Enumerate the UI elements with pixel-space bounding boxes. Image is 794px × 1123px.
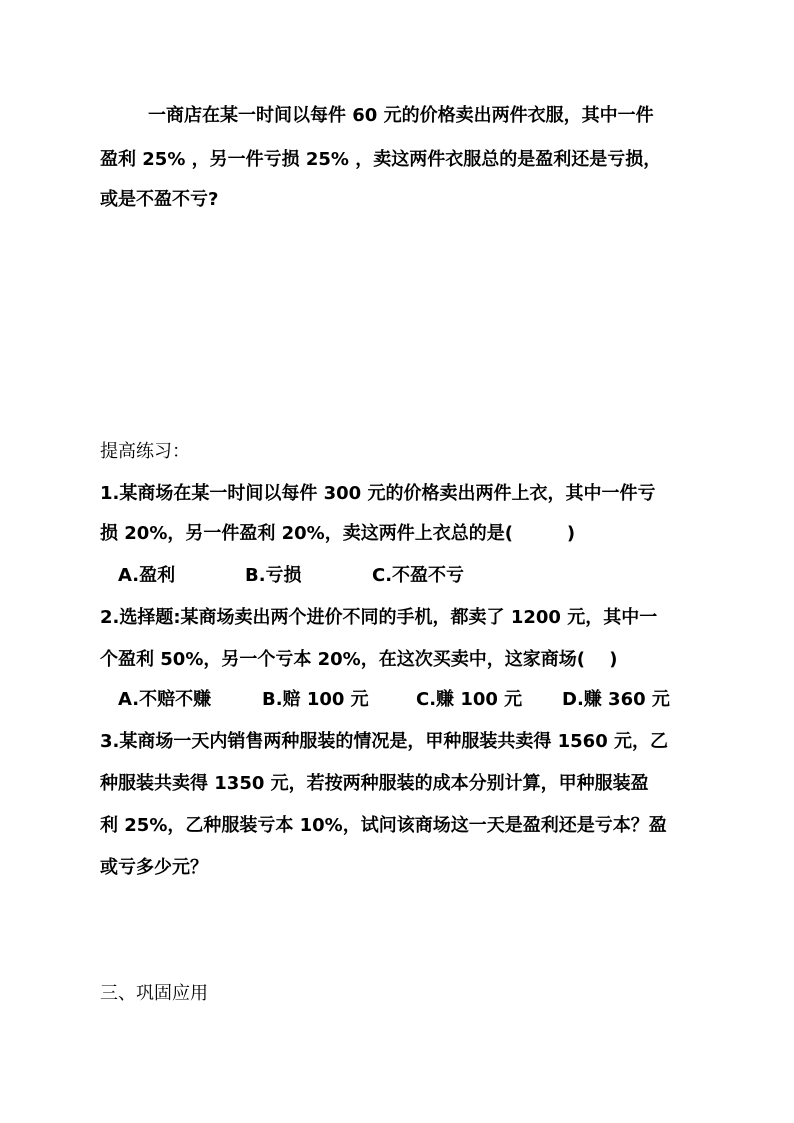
q2-option-c: C.赚 100 元: [416, 689, 523, 710]
q3-line-1: 3.某商场一天内销售两种服装的情况是，甲种服装共卖得 1560 元，乙: [100, 731, 668, 752]
q3-line-2: 种服装共卖得 1350 元，若按两种服装的成本分别计算，甲种服装盈: [100, 773, 649, 794]
q3-line-3: 利 25%，乙种服装亏本 10%，试问该商场这一天是盈利还是亏本？盈: [100, 815, 667, 836]
q2-line-1: 2.选择题:某商场卖出两个进价不同的手机，都卖了 1200 元，其中一: [100, 607, 658, 628]
q2-option-b: B.赔 100 元: [262, 689, 369, 710]
q1-option-c: C.不盈不亏: [372, 565, 465, 586]
practice-heading: 提高练习：: [100, 441, 190, 462]
q2-line-2: 个盈利 50%，另一个亏本 20%，在这次买卖中，这家商场( ): [100, 649, 618, 670]
q1-line-2: 损 20%，另一件盈利 20%，卖这两件上衣总的是( ): [100, 523, 576, 544]
q2-option-a: A.不赔不赚: [118, 689, 212, 710]
q1-option-b: B.亏损: [245, 565, 302, 586]
problem-line-3: 或是不盈不亏?: [100, 189, 219, 210]
section3-heading: 三、巩固应用: [100, 983, 208, 1004]
q2-option-d: D.赚 360 元: [562, 689, 670, 710]
q1-line-1: 1.某商场在某一时间以每件 300 元的价格卖出两件上衣，其中一件亏: [100, 483, 656, 504]
q3-line-4: 或亏多少元？: [100, 857, 208, 878]
problem-line-2: 盈利 25% ，另一件亏损 25% ，卖这两件衣服总的是盈利还是亏损，: [100, 149, 662, 170]
problem-line-1: 一商店在某一时间以每件 60 元的价格卖出两件衣服，其中一件: [148, 105, 654, 126]
q1-option-a: A.盈利: [118, 565, 176, 586]
